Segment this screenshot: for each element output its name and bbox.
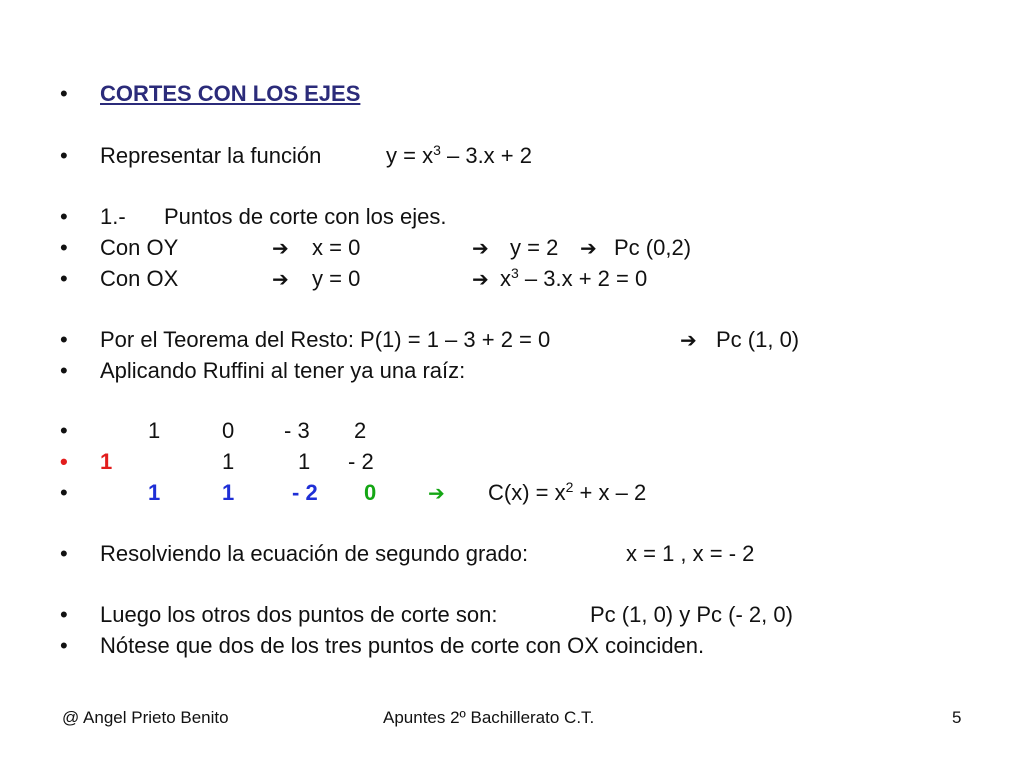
arrow-icon: ➔ (272, 267, 289, 291)
bullet: • (60, 81, 68, 106)
notese-row (0, 629, 1024, 663)
luego-text: Luego los otros dos puntos de corte son: (100, 602, 498, 627)
footer-author: @ Angel Prieto Benito (62, 708, 229, 727)
ruffini-result-cell: 1 (222, 480, 235, 505)
ruffini-cell: 1 (222, 449, 235, 474)
oy-result: y = 2 (510, 235, 559, 260)
ruffini-row-products (0, 445, 1024, 479)
arrow-icon: ➔ (580, 236, 597, 260)
bullet: • (60, 602, 68, 627)
bullet: • (60, 358, 68, 383)
step-number: 1.- (100, 204, 126, 229)
resolviendo-row (0, 537, 1024, 571)
bullet: • (60, 266, 68, 291)
footer-course: Apuntes 2º Bachillerato C.T. (383, 708, 595, 727)
ruffini-result-cell: 1 (148, 480, 161, 505)
ruffini-remainder: 0 (364, 480, 377, 505)
ruffini-cell: 1 (298, 449, 311, 474)
ruffini-result-cell: - 2 (292, 480, 318, 505)
con-oy-label: Con OY (100, 235, 179, 260)
resolviendo-text: Resolviendo la ecuación de segundo grado: (100, 541, 529, 566)
slide-title: CORTES CON LOS EJES (100, 81, 361, 106)
ruffini-row-result (0, 476, 1024, 510)
bullet: • (60, 204, 68, 229)
puntos-row (0, 200, 1024, 234)
ruffini-cell: - 2 (348, 449, 374, 474)
ruffini-cell: 1 (148, 418, 161, 443)
quotient-polynomial: $C(x) = x^2 + x - 2$ (488, 479, 647, 505)
bullet: • (60, 541, 68, 566)
ruffini-cell: 2 (354, 418, 367, 443)
function-expression: $y = x^3 - 3.x + 2$ (386, 142, 532, 168)
representar-text: Representar la función (100, 143, 322, 168)
ruffini-cell: 0 (222, 418, 235, 443)
ruffini-cell: - 3 (284, 418, 310, 443)
notese-text: Nótese que dos de los tres puntos de corte con OX coinciden. (100, 633, 705, 658)
bullet: • (60, 418, 68, 443)
arrow-icon: ➔ (428, 481, 445, 505)
bullet: • (60, 449, 68, 474)
arrow-icon: ➔ (680, 328, 697, 352)
bullet: • (60, 633, 68, 658)
ruffini-intro-text: Aplicando Ruffini al tener ya una raíz: (100, 358, 466, 383)
puntos-text: Puntos de corte con los ejes. (164, 204, 447, 229)
teorema-text: Por el Teorema del Resto: P(1) = 1 – 3 + 2 = 0 (100, 327, 551, 352)
con-oy-row (0, 231, 1024, 265)
bullet: • (60, 235, 68, 260)
bullet: • (60, 143, 68, 168)
resolviendo-solutions: x = 1 , x = - 2 (626, 541, 755, 566)
con-ox-label: Con OX (100, 266, 179, 291)
representar-row (0, 139, 1024, 173)
ruffini-root: 1 (100, 449, 113, 474)
footer-page-number: 5 (952, 708, 962, 727)
ruffini-intro-row (0, 354, 1024, 388)
teorema-cut-point: Pc (1, 0) (716, 327, 800, 352)
con-ox-row (0, 262, 1024, 296)
arrow-icon: ➔ (272, 236, 289, 260)
teorema-row (0, 323, 1024, 357)
ruffini-row-coefficients (0, 414, 1024, 448)
bullet: • (60, 480, 68, 505)
oy-cut-point: Pc (0,2) (614, 235, 692, 260)
arrow-icon: ➔ (472, 236, 489, 260)
luego-row (0, 598, 1024, 632)
title-row (0, 77, 1024, 111)
oy-condition: x = 0 (312, 235, 361, 260)
ox-condition: y = 0 (312, 266, 361, 291)
ox-equation: $x^3 - 3.x + 2 = 0$ (500, 265, 648, 291)
bullet: • (60, 327, 68, 352)
arrow-icon: ➔ (472, 267, 489, 291)
luego-points: Pc (1, 0) y Pc (- 2, 0) (590, 602, 793, 627)
